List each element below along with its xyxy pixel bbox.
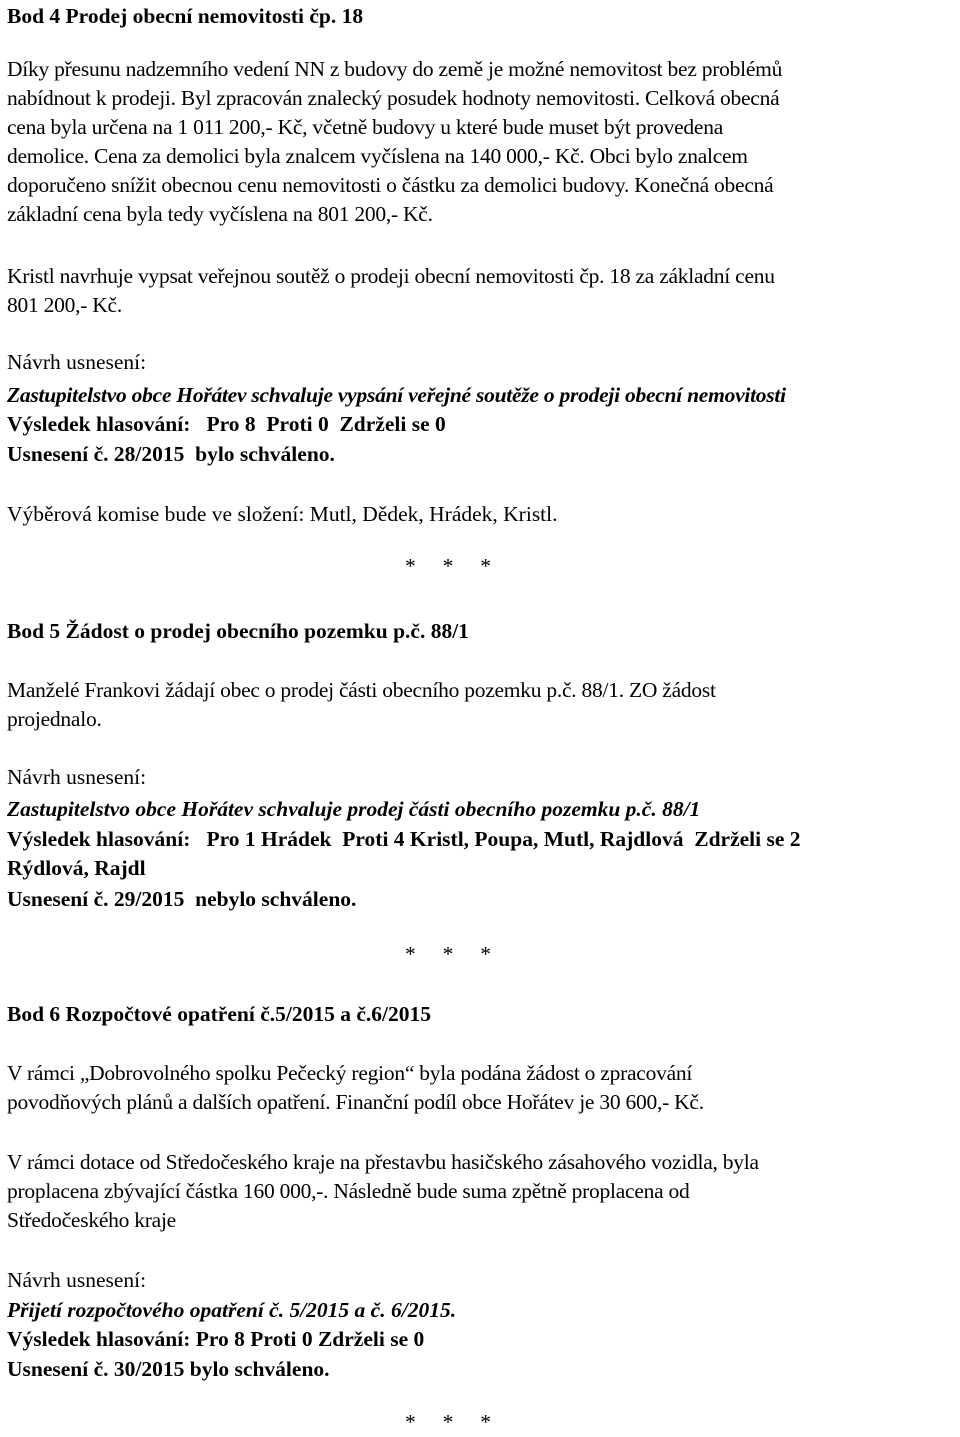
bod6-paragraph-1 — [7, 1059, 957, 1117]
bod6-proposal-label: Návrh usnesení: — [7, 1268, 147, 1292]
bod4-proposal-text: Zastupitelstvo obce Hořátev schvaluje vypsání veřejné soutěže o prodeji obecní nemovitosti — [7, 383, 786, 407]
separator-stars: * * * — [405, 942, 491, 966]
bod4-paragraph-1 — [7, 55, 957, 229]
bod6-proposal-text: Přijetí rozpočtového opatření č. 5/2015 a č. 6/2015. — [7, 1298, 457, 1322]
bod5-resolution: Usnesení č. 29/2015 nebylo schváleno. — [7, 887, 357, 911]
section-heading-bod5: Bod 5 Žádost o prodej obecního pozemku p.č. 88/1 — [7, 619, 469, 643]
bod5-proposal-label: Návrh usnesení: — [7, 765, 147, 789]
bod5-paragraph-1 — [7, 676, 957, 734]
section-heading-bod6: Bod 6 Rozpočtové opatření č.5/2015 a č.6/2015 — [7, 1002, 431, 1026]
bod5-proposal-text: Zastupitelstvo obce Hořátev schvaluje prodej části obecního pozemku p.č. 88/1 — [7, 797, 701, 821]
bod4-proposal-label: Návrh usnesení: — [7, 350, 147, 374]
bod6-vote-result: Výsledek hlasování: Pro 8 Proti 0 Zdrželi se 0 — [7, 1327, 425, 1351]
bod5-vote-result — [7, 825, 957, 883]
bod6-resolution: Usnesení č. 30/2015 bylo schváleno. — [7, 1357, 330, 1381]
text-line: povodňových plánů a dalších opatření. Finanční podíl obce Hořátev je 30 600,- Kč. — [7, 1090, 704, 1114]
text-line: Manželé Frankovi žádají obec o prodej části obecního pozemku p.č. 88/1. ZO žádost — [7, 678, 716, 702]
text-line: Kristl navrhuje vypsat veřejnou soutěž o prodeji obecní nemovitosti čp. 18 za základní cenu — [7, 264, 775, 288]
separator-stars: * * * — [405, 554, 491, 578]
text-line: nabídnout k prodeji. Byl zpracován znalecký posudek hodnoty nemovitosti. Celková obecná — [7, 86, 780, 110]
bod6-paragraph-2 — [7, 1148, 957, 1235]
text-line: cena byla určena na 1 011 200,- Kč, včetně budovy u které bude muset být provedena — [7, 115, 724, 139]
section-heading-bod4: Bod 4 Prodej obecní nemovitosti čp. 18 — [7, 4, 364, 28]
text-line: Výsledek hlasování: Pro 1 Hrádek Proti 4 Kristl, Poupa, Mutl, Rajdlová Zdrželi se 2 — [7, 827, 801, 851]
bod4-committee: Výběrová komise bude ve složení: Mutl, Dědek, Hrádek, Kristl. — [7, 502, 558, 526]
text-line: demolice. Cena za demolici byla znalcem vyčíslena na 140 000,- Kč. Obci bylo znalcem — [7, 144, 748, 168]
text-line: Rýdlová, Rajdl — [7, 856, 146, 880]
bod4-vote-result: Výsledek hlasování: Pro 8 Proti 0 Zdrželi se 0 — [7, 412, 446, 436]
text-line: Díky přesunu nadzemního vedení NN z budovy do země je možné nemovitost bez problémů — [7, 57, 783, 81]
bod4-resolution: Usnesení č. 28/2015 bylo schváleno. — [7, 442, 335, 466]
text-line: projednalo. — [7, 707, 102, 731]
separator-stars: * * * — [405, 1410, 491, 1434]
text-line: doporučeno snížit obecnou cenu nemovitosti o částku za demolici budovy. Konečná obecná — [7, 173, 774, 197]
text-line: základní cena byla tedy vyčíslena na 801 200,- Kč. — [7, 202, 433, 226]
text-line: Středočeského kraje — [7, 1208, 176, 1232]
text-line: proplacena zbývající částka 160 000,-. Následně bude suma zpětně proplacena od — [7, 1179, 690, 1203]
text-line: V rámci „Dobrovolného spolku Pečecký region“ byla podána žádost o zpracování — [7, 1061, 693, 1085]
text-line: 801 200,- Kč. — [7, 293, 122, 317]
bod4-paragraph-2 — [7, 262, 957, 320]
text-line: V rámci dotace od Středočeského kraje na přestavbu hasičského zásahového vozidla, byla — [7, 1150, 759, 1174]
